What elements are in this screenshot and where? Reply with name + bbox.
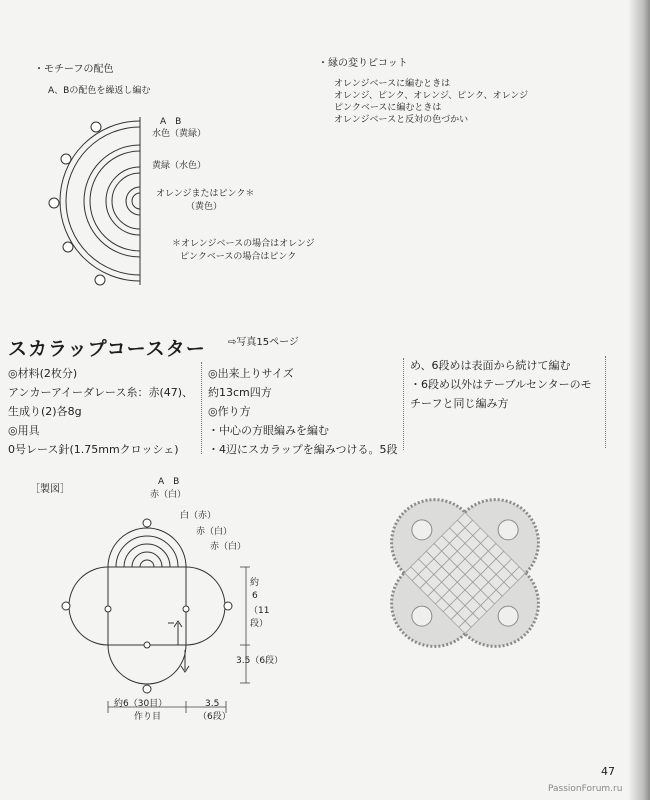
coaster-notes-column bbox=[410, 356, 592, 413]
motif-ring-center bbox=[126, 187, 140, 215]
right-scallop bbox=[186, 567, 225, 645]
motif-label-ab: A B bbox=[160, 117, 182, 127]
diagram-color-3: 赤（白） bbox=[196, 527, 233, 537]
top-scallop-ring-3 bbox=[124, 544, 170, 567]
page-number: 47 bbox=[601, 765, 615, 778]
picot-line-3: ピンクベースに編むときは bbox=[334, 103, 442, 113]
notes-line-3: チーフと同じ編み方 bbox=[410, 397, 509, 410]
column-divider-1 bbox=[201, 362, 202, 454]
picot-line-4: オレンジベースと反対の色づかい bbox=[334, 115, 469, 125]
motif-label-middle: 黄緑（水色） bbox=[152, 161, 207, 171]
motif-footnote-2: ピンクベースの場合はピンク bbox=[180, 252, 297, 262]
motif-ring-outer bbox=[60, 121, 140, 281]
left-scallop bbox=[69, 567, 108, 645]
picot-heading: ・縁の変りピコット bbox=[318, 58, 408, 69]
picot-line-2: オレンジ、ピンク、オレンジ、ピンク、オレンジ bbox=[334, 91, 529, 101]
motif-heading: ・モチーフの配色 bbox=[34, 64, 114, 75]
motif-ring-center-inner bbox=[132, 193, 140, 209]
coaster-title: スカラップコースター bbox=[8, 338, 206, 360]
dim-vertical-5: 3.5（6段） bbox=[236, 656, 284, 666]
tools-hook: 0号レース針(1.75mmクロッシェ) bbox=[8, 443, 179, 456]
materials-yarn: アンカーアイーダレース糸：赤(47)、 bbox=[8, 386, 194, 399]
coaster-materials-column bbox=[8, 364, 193, 459]
method-step-2: ・4辺にスカラップを編みつける。5段 bbox=[208, 443, 398, 456]
coaster-photo bbox=[370, 478, 560, 668]
column-divider-3 bbox=[605, 356, 606, 448]
photo-reference: ⇨写真15ページ bbox=[228, 337, 299, 348]
motif-ring-inner bbox=[106, 167, 140, 235]
dim-vertical-1: 約 bbox=[250, 578, 260, 588]
dim-vertical-3: （11 bbox=[249, 606, 270, 616]
tools-heading: ◎用具 bbox=[8, 424, 40, 437]
dim-vertical-4: 段） bbox=[250, 619, 269, 629]
bottom-scallop bbox=[108, 645, 186, 684]
motif-note: A、Bの配色を繰返し編む bbox=[48, 86, 151, 96]
dim-vertical-2: 6 bbox=[252, 591, 258, 601]
motif-label-center: オレンジまたはピンク＊ bbox=[156, 189, 255, 199]
dimension-lines bbox=[108, 567, 250, 713]
diagram-color-4: 赤（白） bbox=[210, 542, 247, 552]
picot-line-1: オレンジベースに編むときは bbox=[334, 79, 451, 89]
motif-footnote-1: ＊オレンジベースの場合はオレンジ bbox=[172, 239, 315, 249]
construction-diagram bbox=[50, 475, 270, 735]
materials-heading: ◎材料(2枚分) bbox=[8, 367, 78, 380]
motif-ring-outer-inner bbox=[66, 127, 140, 275]
dim-horizontal-1: 約6（30目） bbox=[114, 699, 168, 709]
dim-horizontal-4: （6段） bbox=[198, 712, 231, 722]
coaster-size-column bbox=[208, 364, 398, 459]
size-heading: ◎出来上りサイズ bbox=[208, 367, 294, 380]
notes-line-2: ・6段め以外はテーブルセンターのモ bbox=[410, 378, 592, 391]
dim-horizontal-3: 3.5 bbox=[205, 699, 220, 709]
top-scallop-outer bbox=[108, 528, 186, 567]
notes-line-1: め、6段めは表面から続けて編む bbox=[410, 359, 571, 372]
diagram-color-2: 白（赤） bbox=[180, 511, 217, 521]
size-value: 約13cm四方 bbox=[208, 386, 272, 399]
motif-semicircle-diagram bbox=[40, 105, 160, 295]
method-heading: ◎作り方 bbox=[208, 405, 251, 418]
diagram-picots bbox=[62, 519, 232, 693]
top-scallop-ring-5 bbox=[140, 560, 154, 567]
page-gutter-shadow bbox=[628, 0, 650, 800]
diagram-color-1: 赤（白） bbox=[150, 490, 187, 500]
dim-horizontal-2: 作り目 bbox=[134, 712, 162, 722]
source-watermark: PassionForum.ru bbox=[548, 784, 623, 794]
diagram-label: ［製図］ bbox=[30, 484, 70, 495]
motif-label-outer: 水色（黄緑） bbox=[152, 129, 207, 139]
method-step-1: ・中心の方眼編みを編む bbox=[208, 424, 329, 437]
center-mesh-square bbox=[108, 567, 186, 645]
diagram-label-ab: A B bbox=[158, 477, 180, 487]
motif-label-center2: （黄色） bbox=[186, 202, 223, 212]
materials-weight: 生成り(2)各8g bbox=[8, 405, 82, 418]
column-divider-2 bbox=[403, 358, 404, 450]
motif-ring-middle-inner bbox=[90, 151, 140, 251]
